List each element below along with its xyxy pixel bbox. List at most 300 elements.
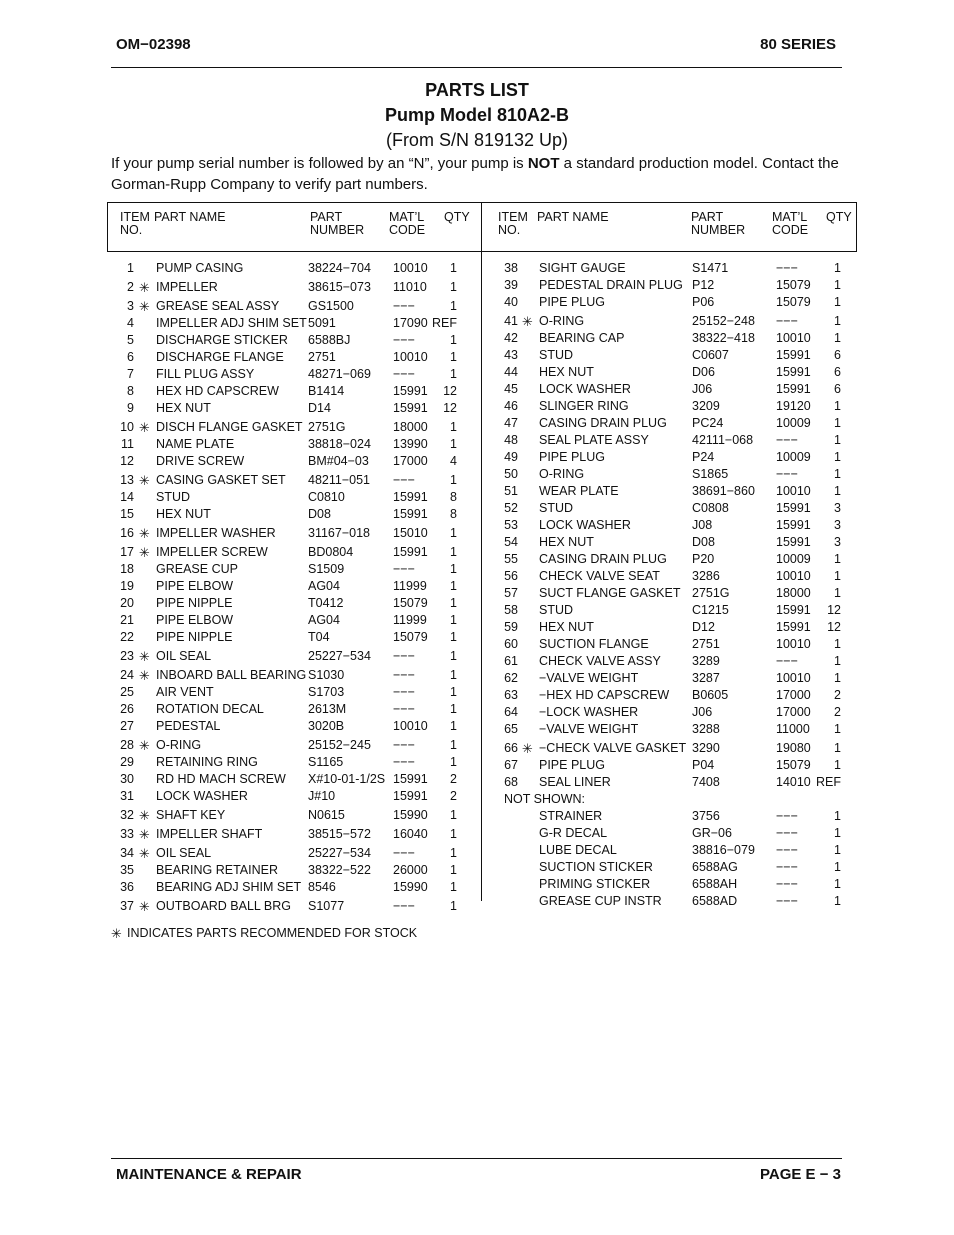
item-number: 64 <box>504 705 518 719</box>
document-number: OM−02398 <box>116 36 191 53</box>
table-row <box>0 862 480 879</box>
material-code: 13990 <box>393 437 428 451</box>
part-name: HEX HD CAPSCREW <box>156 384 279 398</box>
part-number: J08 <box>692 518 713 532</box>
item-number: 23 <box>120 649 134 663</box>
material-code: 15079 <box>393 630 428 644</box>
item-number: 47 <box>504 416 518 430</box>
material-code: 15079 <box>776 295 811 309</box>
part-name: −VALVE WEIGHT <box>539 671 639 685</box>
material-code: 11000 <box>776 722 810 736</box>
item-number: 56 <box>504 569 518 583</box>
material-code: −−− <box>776 894 798 908</box>
quantity: REF <box>432 316 457 330</box>
quantity: 1 <box>450 738 457 752</box>
col-header-part-number: PART NUMBER <box>310 210 365 237</box>
item-number: 6 <box>127 350 134 364</box>
part-name: IMPELLER SHAFT <box>156 827 263 841</box>
quantity: 1 <box>450 719 457 733</box>
table-row <box>0 561 480 578</box>
col-header-qty: QTY <box>444 210 470 224</box>
part-name: CASING GASKET SET <box>156 473 286 487</box>
table-row <box>0 366 480 383</box>
part-name: SLINGER RING <box>539 399 629 413</box>
item-number: 19 <box>120 579 134 593</box>
col-header-matl-code: MAT’L CODE <box>389 210 426 237</box>
material-code: 10009 <box>776 552 811 566</box>
part-name: PIPE NIPPLE <box>156 630 233 644</box>
item-number: 42 <box>504 331 518 345</box>
material-code: −−− <box>776 809 798 823</box>
material-code: 15991 <box>393 490 428 504</box>
quantity: 1 <box>450 367 457 381</box>
part-name: −VALVE WEIGHT <box>539 722 639 736</box>
table-row <box>482 483 882 500</box>
part-number: 6588AD <box>692 894 738 908</box>
part-name: WEAR PLATE <box>539 484 619 498</box>
item-number: 7 <box>127 367 134 381</box>
part-name: STUD <box>539 603 574 617</box>
quantity: 1 <box>834 467 841 481</box>
part-name: CHECK VALVE SEAT <box>539 569 660 583</box>
part-name: ROTATION DECAL <box>156 702 264 716</box>
part-name: LOCK WASHER <box>156 789 248 803</box>
item-number: 2 <box>127 280 134 294</box>
part-name: PIPE ELBOW <box>156 579 234 593</box>
table-row <box>0 824 480 843</box>
part-name: IMPELLER <box>156 280 218 294</box>
table-row <box>482 670 882 687</box>
quantity: 1 <box>450 649 457 663</box>
material-code: 10009 <box>776 450 811 464</box>
item-number: 25 <box>120 685 134 699</box>
item-number: 10 <box>120 420 134 434</box>
material-code: 11010 <box>393 280 427 294</box>
part-number: 5091 <box>308 316 336 330</box>
item-number: 43 <box>504 348 518 362</box>
part-number: B1414 <box>308 384 345 398</box>
part-name: G-R DECAL <box>539 826 608 840</box>
section-title: MAINTENANCE & REPAIR <box>116 1166 302 1183</box>
material-code: 19080 <box>776 741 811 755</box>
quantity: 1 <box>834 877 841 891</box>
quantity: 1 <box>450 880 457 894</box>
part-name: IMPELLER SCREW <box>156 545 268 559</box>
quantity: 1 <box>834 809 841 823</box>
material-code: 10010 <box>776 331 811 345</box>
intro-paragraph <box>111 153 846 195</box>
part-name: PIPE NIPPLE <box>156 596 233 610</box>
table-row <box>482 602 882 619</box>
stock-star-icon: ✳ <box>139 299 150 314</box>
quantity: 1 <box>834 722 841 736</box>
material-code: −−− <box>393 738 415 752</box>
table-header-rule <box>107 251 857 252</box>
quantity: 1 <box>450 596 457 610</box>
quantity: 12 <box>827 603 841 617</box>
quantity: 12 <box>827 620 841 634</box>
item-number: 18 <box>120 562 134 576</box>
item-number: 49 <box>504 450 518 464</box>
table-row <box>482 551 882 568</box>
item-number: 33 <box>120 827 134 841</box>
quantity: 1 <box>834 826 841 840</box>
stock-star-icon: ✳ <box>111 926 122 941</box>
part-number: P24 <box>692 450 715 464</box>
item-number: 30 <box>120 772 134 786</box>
material-code: 15990 <box>393 880 428 894</box>
quantity: 1 <box>450 526 457 540</box>
item-number: 24 <box>120 668 134 682</box>
part-name: BEARING ADJ SHIM SET <box>156 880 302 894</box>
part-name: CASING DRAIN PLUG <box>539 552 667 566</box>
item-number: 68 <box>504 775 518 789</box>
part-number: C0607 <box>692 348 729 362</box>
quantity: 8 <box>450 490 457 504</box>
item-number: 52 <box>504 501 518 515</box>
header-rule <box>111 67 842 68</box>
table-row <box>482 500 882 517</box>
part-number: 2751G <box>308 420 346 434</box>
col-header-item-no: ITEM NO. <box>498 210 528 237</box>
pump-model-title: Pump Model 810A2-B <box>384 105 570 125</box>
item-number: 37 <box>120 899 134 913</box>
part-name: O-RING <box>539 314 585 328</box>
material-code: 19120 <box>776 399 811 413</box>
quantity: 1 <box>834 741 841 755</box>
part-number: 25152−245 <box>308 738 371 752</box>
part-name: SIGHT GAUGE <box>539 261 626 275</box>
material-code: 15079 <box>776 758 811 772</box>
part-number: BD0804 <box>308 545 354 559</box>
material-code: 15991 <box>393 507 428 521</box>
material-code: 15991 <box>776 365 811 379</box>
quantity: 1 <box>834 860 841 874</box>
material-code: −−− <box>393 367 415 381</box>
part-number: S1471 <box>692 261 729 275</box>
part-name: PIPE PLUG <box>539 295 605 309</box>
footer-rule <box>111 1158 842 1159</box>
material-code: −−− <box>776 843 798 857</box>
quantity: 1 <box>450 562 457 576</box>
item-number: 46 <box>504 399 518 413</box>
quantity: 1 <box>834 331 841 345</box>
quantity: 1 <box>450 827 457 841</box>
quantity: 1 <box>450 808 457 822</box>
material-code: 15010 <box>393 526 428 540</box>
material-code: 10010 <box>776 637 811 651</box>
quantity: 1 <box>834 314 841 328</box>
table-row <box>0 896 480 915</box>
part-number: 8546 <box>308 880 336 894</box>
col-header-part-name: PART NAME <box>154 210 226 224</box>
stock-star-icon: ✳ <box>139 420 150 435</box>
table-row <box>482 774 882 791</box>
table-row <box>482 347 882 364</box>
quantity: 1 <box>450 350 457 364</box>
part-number: 3289 <box>692 654 720 668</box>
quantity: 1 <box>450 899 457 913</box>
table-row <box>0 735 480 754</box>
part-name: OUTBOARD BALL BRG <box>156 899 291 913</box>
item-number: 20 <box>120 596 134 610</box>
part-name: DRIVE SCREW <box>156 454 245 468</box>
col-header-qty: QTY <box>826 210 852 224</box>
stock-star-icon: ✳ <box>139 526 150 541</box>
quantity: 1 <box>450 702 457 716</box>
table-row <box>0 506 480 523</box>
stock-star-icon: ✳ <box>139 808 150 823</box>
material-code: −−− <box>393 685 415 699</box>
part-number: 6588AH <box>692 877 738 891</box>
table-row <box>482 636 882 653</box>
part-name: LOCK WASHER <box>539 518 631 532</box>
material-code: 15991 <box>393 384 428 398</box>
item-number: 39 <box>504 278 518 292</box>
part-number: P12 <box>692 278 715 292</box>
part-number: 2613M <box>308 702 347 716</box>
part-name: OIL SEAL <box>156 846 212 860</box>
material-code: −−− <box>393 668 415 682</box>
part-name: PRIMING STICKER <box>539 877 651 891</box>
quantity: 1 <box>450 437 457 451</box>
table-row <box>482 381 882 398</box>
material-code: 17000 <box>776 688 811 702</box>
part-name: PIPE ELBOW <box>156 613 234 627</box>
part-number: S1703 <box>308 685 345 699</box>
part-number: 42111−068 <box>692 433 754 447</box>
table-row <box>482 791 882 808</box>
material-code: 18000 <box>393 420 428 434</box>
item-number: 17 <box>120 545 134 559</box>
quantity: 1 <box>834 278 841 292</box>
table-row <box>0 718 480 735</box>
quantity: 1 <box>834 843 841 857</box>
quantity: 1 <box>834 894 841 908</box>
quantity: 2 <box>450 789 457 803</box>
col-header-matl-code: MAT’L CODE <box>772 210 809 237</box>
part-name: GREASE SEAL ASSY <box>156 299 280 313</box>
material-code: −−− <box>393 473 415 487</box>
material-code: 15991 <box>776 382 811 396</box>
material-code: −−− <box>393 899 415 913</box>
quantity: 2 <box>834 705 841 719</box>
part-number: S1030 <box>308 668 345 682</box>
quantity: 1 <box>450 299 457 313</box>
stock-star-icon: ✳ <box>139 827 150 842</box>
item-number: 1 <box>127 261 134 275</box>
table-row <box>0 805 480 824</box>
item-number: 63 <box>504 688 518 702</box>
quantity: 1 <box>834 586 841 600</box>
material-code: 11999 <box>393 613 427 627</box>
item-number: 61 <box>504 654 518 668</box>
part-number: N0615 <box>308 808 345 822</box>
item-number: 50 <box>504 467 518 481</box>
item-number: 21 <box>120 613 134 627</box>
material-code: 10010 <box>393 350 428 364</box>
item-number: 34 <box>120 846 134 860</box>
item-number: 48 <box>504 433 518 447</box>
item-number: 62 <box>504 671 518 685</box>
table-row <box>482 311 882 330</box>
part-name: O-RING <box>539 467 585 481</box>
part-name: HEX NUT <box>539 620 594 634</box>
quantity: 1 <box>834 484 841 498</box>
quantity: 1 <box>834 399 841 413</box>
item-number: 66 <box>504 741 518 755</box>
material-code: −−− <box>393 755 415 769</box>
quantity: 1 <box>834 552 841 566</box>
part-name: STRAINER <box>539 809 603 823</box>
item-number: 4 <box>127 316 134 330</box>
part-name: SUCT FLANGE GASKET <box>539 586 681 600</box>
part-number: 6588BJ <box>308 333 351 347</box>
quantity: 6 <box>834 382 841 396</box>
part-number: D12 <box>692 620 715 634</box>
item-number: 32 <box>120 808 134 822</box>
quantity: 1 <box>834 450 841 464</box>
part-name: OIL SEAL <box>156 649 212 663</box>
stock-star-icon: ✳ <box>139 738 150 753</box>
part-name: NAME PLATE <box>156 437 235 451</box>
material-code: 15991 <box>393 772 428 786</box>
part-name: FILL PLUG ASSY <box>156 367 255 381</box>
quantity: 12 <box>443 401 457 415</box>
table-row <box>0 754 480 771</box>
material-code: 15991 <box>776 535 811 549</box>
material-code: 15079 <box>776 278 811 292</box>
intro-text-after: a standard production model. Contact the Gorman-Rupp Company to verify part numbers. <box>111 155 839 193</box>
quantity: 3 <box>834 518 841 532</box>
quantity: 1 <box>834 758 841 772</box>
stock-note-text: INDICATES PARTS RECOMMENDED FOR STOCK <box>127 926 418 940</box>
table-row <box>482 721 882 738</box>
material-code: 15991 <box>393 789 428 803</box>
quantity: 3 <box>834 535 841 549</box>
material-code: −−− <box>393 299 415 313</box>
part-number: S1077 <box>308 899 345 913</box>
material-code: −−− <box>393 846 415 860</box>
part-name: HEX NUT <box>156 401 211 415</box>
quantity: 1 <box>450 261 457 275</box>
part-number: D14 <box>308 401 331 415</box>
part-name: STUD <box>539 348 574 362</box>
part-number: 38322−418 <box>692 331 755 345</box>
material-code: −−− <box>393 562 415 576</box>
quantity: 1 <box>834 261 841 275</box>
part-number: S1165 <box>308 755 344 769</box>
part-number: 38818−024 <box>308 437 371 451</box>
part-name: GREASE CUP INSTR <box>539 894 662 908</box>
quantity: 12 <box>443 384 457 398</box>
item-number: 60 <box>504 637 518 651</box>
table-row <box>0 523 480 542</box>
part-number: P06 <box>692 295 715 309</box>
table-row <box>0 646 480 665</box>
quantity: REF <box>816 775 841 789</box>
part-number: 25152−248 <box>692 314 755 328</box>
quantity: 4 <box>450 454 457 468</box>
part-name: PEDESTAL DRAIN PLUG <box>539 278 683 292</box>
item-number: 15 <box>120 507 134 521</box>
table-row <box>482 859 882 876</box>
item-number: 3 <box>127 299 134 313</box>
part-number: J#10 <box>308 789 336 803</box>
part-name: LUBE DECAL <box>539 843 617 857</box>
part-number: 2751G <box>692 586 730 600</box>
table-row <box>0 453 480 470</box>
part-number: 3286 <box>692 569 720 583</box>
item-number: 31 <box>120 789 134 803</box>
part-name: STUD <box>539 501 574 515</box>
material-code: −−− <box>776 433 798 447</box>
quantity: 8 <box>450 507 457 521</box>
table-row <box>482 466 882 483</box>
table-row <box>0 629 480 646</box>
page-title: PARTS LIST <box>425 80 529 100</box>
part-name: AIR VENT <box>156 685 214 699</box>
part-name: IMPELLER ADJ SHIM SET <box>156 316 307 330</box>
stock-star-icon: ✳ <box>139 846 150 861</box>
quantity: 6 <box>834 348 841 362</box>
part-name: HEX NUT <box>539 535 594 549</box>
item-number: 58 <box>504 603 518 617</box>
material-code: 26000 <box>393 863 428 877</box>
part-number: X#10-01-1/2S <box>308 772 386 786</box>
table-row <box>482 432 882 449</box>
table-row <box>482 294 882 311</box>
item-number: 26 <box>120 702 134 716</box>
quantity: 1 <box>834 416 841 430</box>
item-number: 53 <box>504 518 518 532</box>
material-code: 15079 <box>393 596 428 610</box>
quantity: 1 <box>834 295 841 309</box>
material-code: 15991 <box>393 401 428 415</box>
quantity: 1 <box>834 671 841 685</box>
table-row <box>0 436 480 453</box>
table-row <box>0 701 480 718</box>
part-number: 38322−522 <box>308 863 371 877</box>
material-code: 10010 <box>393 261 428 275</box>
part-number: D06 <box>692 365 715 379</box>
part-name: −LOCK WASHER <box>539 705 639 719</box>
part-number: 6588AG <box>692 860 738 874</box>
table-row <box>482 260 882 277</box>
stock-star-icon: ✳ <box>522 314 533 329</box>
part-number: S1509 <box>308 562 345 576</box>
material-code: 10010 <box>776 484 811 498</box>
table-row <box>0 542 480 561</box>
part-name: INBOARD BALL BEARING <box>156 668 307 682</box>
table-row <box>482 738 882 757</box>
part-number: D08 <box>308 507 331 521</box>
table-row <box>482 687 882 704</box>
quantity: 1 <box>450 685 457 699</box>
material-code: −−− <box>776 877 798 891</box>
stock-star-icon: ✳ <box>139 899 150 914</box>
material-code: 18000 <box>776 586 811 600</box>
part-name: DISCH FLANGE GASKET <box>156 420 303 434</box>
part-number: 3288 <box>692 722 720 736</box>
table-row <box>482 415 882 432</box>
item-number: 28 <box>120 738 134 752</box>
item-number: 22 <box>120 630 134 644</box>
table-row <box>0 349 480 366</box>
col-header-item-no: ITEM NO. <box>120 210 150 237</box>
part-name: IMPELLER WASHER <box>156 526 276 540</box>
col-header-part-name: PART NAME <box>537 210 609 224</box>
